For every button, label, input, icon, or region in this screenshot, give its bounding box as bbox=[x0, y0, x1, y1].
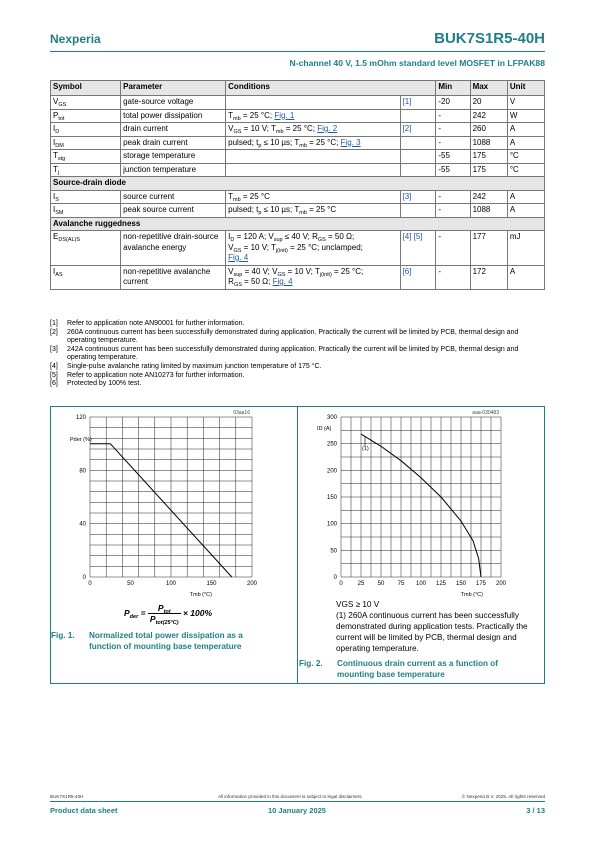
fig1-caption: Fig. 1. Normalized total power dissipation as a function of mounting base temperature bbox=[51, 631, 243, 651]
footer-copyright: © Nexperia B.V. 2025. All rights reserved bbox=[461, 794, 545, 799]
x-tick-label: 150 bbox=[206, 581, 217, 587]
x-tick-label: 200 bbox=[495, 581, 507, 587]
symbol-cell: $P_{tot}$ bbox=[51, 109, 121, 123]
chart-id-label: 03aa16 bbox=[233, 410, 250, 416]
x-tick-label: 75 bbox=[397, 581, 405, 587]
min-cell: - bbox=[436, 204, 470, 218]
cond-cell bbox=[226, 163, 400, 177]
part-number: BUK7S1R5-40H bbox=[434, 30, 545, 47]
col-conditions: Conditions bbox=[226, 81, 436, 96]
note-ref-link[interactable]: [4] [5] bbox=[402, 232, 423, 241]
col-parameter: Parameter bbox=[121, 81, 226, 96]
section-source-drain: Source-drain diode bbox=[51, 177, 545, 191]
table-row bbox=[51, 150, 545, 164]
y-tick-label: 0 bbox=[82, 575, 86, 581]
table-notes bbox=[50, 320, 545, 389]
note-item: [4] Single-pulse avalanche rating limited by maximum junction temperature of 175 °C. bbox=[50, 362, 322, 370]
ref-cell bbox=[400, 109, 436, 123]
table-row bbox=[51, 265, 545, 289]
y-tick-label: 150 bbox=[326, 495, 337, 501]
fig2-notes bbox=[336, 599, 546, 654]
note-item: [3] 242A continuous current has been successfully demonstrated during application. Practically the current will be limited by PCB, thermal design and operating temperature. bbox=[50, 345, 519, 362]
cond-cell: pulsed; $t_p \le 10$ µs; $T_{mb} = 25$ °C bbox=[226, 204, 400, 218]
pder-formula: $P_{der}$ = $P_{tot}$ $P_{tot(25^\circ C)}$ × 100% bbox=[124, 603, 213, 626]
max-cell: 177 bbox=[470, 231, 507, 266]
x-tick-label: 175 bbox=[475, 581, 487, 587]
param-cell: peak drain current bbox=[121, 136, 226, 150]
data-series-line bbox=[90, 444, 232, 577]
cond-cell bbox=[226, 150, 400, 164]
x-axis-label: Tmb (°C) bbox=[460, 592, 483, 598]
x-tick-label: 0 bbox=[339, 581, 343, 587]
unit-cell: A bbox=[507, 123, 544, 137]
y-tick-label: 100 bbox=[326, 521, 337, 528]
y-tick-label: 300 bbox=[326, 415, 337, 421]
table-row bbox=[51, 123, 545, 137]
cond-cell: $I_D = 120$ A; $V_{sup} \le 40$ V; $R_{GS} = 50$ Ω; $V_{GS} = 10$ V; $T_{j(init)} = 25$ °C; unclamped; Fig. 4 bbox=[226, 231, 400, 266]
ref-cell bbox=[400, 204, 436, 218]
note-item: [1] Refer to application note AN90001 for further information. bbox=[50, 320, 245, 327]
min-cell: -55 bbox=[436, 150, 470, 164]
note-item: [6] Protected by 100% test. bbox=[50, 380, 142, 388]
table-row bbox=[51, 204, 545, 218]
unit-cell: A bbox=[507, 190, 544, 204]
ref-cell bbox=[400, 231, 436, 266]
x-tick-label: 50 bbox=[377, 581, 385, 587]
min-cell: - bbox=[436, 190, 470, 204]
col-symbol: Symbol bbox=[51, 81, 121, 96]
footer-disclaimer: All information provided in this document is subject to legal disclaimers. bbox=[218, 794, 363, 799]
max-cell: 242 bbox=[470, 190, 507, 204]
symbol-cell: $E_{DS(AL)S}$ bbox=[51, 231, 121, 266]
col-unit: Unit bbox=[507, 81, 544, 96]
note-item: [2] 260A continuous current has been successfully demonstrated during application. Practically the current will be limited by PCB, thermal design and operating temperature. bbox=[50, 328, 519, 345]
ref-cell bbox=[400, 150, 436, 164]
y-axis-label: Pder (%) bbox=[70, 437, 92, 443]
fig2-caption: Fig. 2. Continuous drain current as a function of mounting base temperature bbox=[299, 659, 499, 679]
cond-cell: $V_{GS} = 10$ V; $T_{mb} = 25$ °C; Fig. 2 bbox=[226, 123, 400, 137]
table-header-row bbox=[51, 81, 545, 96]
min-cell: - bbox=[436, 123, 470, 137]
param-cell: non-repetitive avalanche current bbox=[121, 265, 226, 289]
footer-divider bbox=[50, 801, 545, 802]
footer-doc-type: Product data sheet bbox=[50, 806, 118, 815]
unit-cell: V bbox=[507, 96, 544, 110]
param-cell: gate-source voltage bbox=[121, 96, 226, 110]
x-tick-label: 200 bbox=[246, 581, 258, 587]
unit-cell: A bbox=[507, 265, 544, 289]
section-row bbox=[51, 217, 545, 231]
ref-cell bbox=[400, 190, 436, 204]
max-cell: 1088 bbox=[470, 204, 507, 218]
max-cell: 175 bbox=[470, 150, 507, 164]
cond-cell: $V_{sup} = 40$ V; $V_{GS} = 10$ V; $T_{j(init)} = 25$ °C; $R_{GS} = 50$ Ω; Fig. 4 bbox=[226, 265, 400, 289]
header-divider bbox=[50, 51, 545, 52]
power-derating-chart bbox=[60, 408, 290, 600]
unit-cell: A bbox=[507, 136, 544, 150]
limiting-values-table bbox=[50, 80, 545, 290]
fig-link[interactable]: Fig. 2 bbox=[317, 124, 338, 133]
unit-cell: W bbox=[507, 109, 544, 123]
col-max: Max bbox=[470, 81, 507, 96]
x-tick-label: 100 bbox=[415, 581, 427, 587]
param-cell: total power dissipation bbox=[121, 109, 226, 123]
symbol-cell: $V_{GS}$ bbox=[51, 96, 121, 110]
min-cell: - bbox=[436, 265, 470, 289]
cond-cell: $T_{mb} = 25$ °C; Fig. 1 bbox=[226, 109, 400, 123]
ref-cell bbox=[400, 163, 436, 177]
fig-link[interactable]: Fig. 3 bbox=[340, 137, 361, 147]
x-axis-label: Tmb (°C) bbox=[189, 592, 212, 598]
unit-cell: °C bbox=[507, 150, 544, 164]
y-tick-label: 80 bbox=[79, 468, 86, 475]
fig-link[interactable]: Fig. 4 bbox=[228, 253, 249, 262]
y-tick-label: 200 bbox=[326, 468, 337, 475]
fig-link[interactable]: Fig. 4 bbox=[272, 277, 293, 286]
x-tick-label: 0 bbox=[88, 581, 92, 587]
note-ref-link[interactable]: [1] bbox=[402, 97, 412, 106]
unit-cell: mJ bbox=[507, 231, 544, 266]
min-cell: -20 bbox=[436, 96, 470, 110]
symbol-cell: $I_{DM}$ bbox=[51, 136, 121, 150]
ref-cell bbox=[400, 96, 436, 110]
symbol-cell: $I_D$ bbox=[51, 123, 121, 137]
param-cell: storage temperature bbox=[121, 150, 226, 164]
param-cell: junction temperature bbox=[121, 163, 226, 177]
min-cell: - bbox=[436, 231, 470, 266]
y-tick-label: 0 bbox=[333, 575, 337, 581]
section-row bbox=[51, 177, 545, 191]
max-cell: 242 bbox=[470, 109, 507, 123]
annotation-label: (1) bbox=[362, 446, 369, 452]
fig-link[interactable]: Fig. 1 bbox=[274, 110, 295, 120]
cond-cell: pulsed; $t_p \le 10$ µs; $T_{mb} = 25$ °C; Fig. 3 bbox=[226, 136, 400, 150]
col-min: Min bbox=[436, 81, 470, 96]
note-ref-link[interactable]: [6] bbox=[402, 266, 412, 276]
min-cell: - bbox=[436, 136, 470, 150]
param-cell: drain current bbox=[121, 123, 226, 137]
symbol-cell: $T_j$ bbox=[51, 163, 121, 177]
x-tick-label: 125 bbox=[435, 581, 447, 587]
chart-id-label: aaa-030483 bbox=[472, 410, 499, 416]
max-cell: 172 bbox=[470, 265, 507, 289]
x-tick-label: 150 bbox=[455, 581, 467, 587]
symbol-cell: $I_S$ bbox=[51, 190, 121, 204]
x-tick-label: 50 bbox=[127, 581, 134, 587]
ref-cell bbox=[400, 136, 436, 150]
cond-cell bbox=[226, 96, 400, 110]
y-tick-label: 40 bbox=[79, 521, 86, 528]
symbol-cell: $I_{AS}$ bbox=[51, 265, 121, 289]
table-row bbox=[51, 136, 545, 150]
ref-cell bbox=[400, 265, 436, 289]
x-tick-label: 100 bbox=[165, 581, 177, 587]
table-row bbox=[51, 96, 545, 110]
fig2-condition: VGS ≥ 10 V bbox=[336, 600, 380, 609]
symbol-cell: $I_{SM}$ bbox=[51, 204, 121, 218]
footer-doc-id: BUK7S1R5-40H bbox=[50, 794, 84, 799]
figures-divider bbox=[297, 406, 298, 684]
y-tick-label: 250 bbox=[326, 441, 337, 448]
unit-cell: °C bbox=[507, 163, 544, 177]
max-cell: 175 bbox=[470, 163, 507, 177]
document-subtitle: N-channel 40 V, 1.5 mOhm standard level MOSFET in LFPAK88 bbox=[289, 58, 545, 68]
section-avalanche: Avalanche ruggedness bbox=[51, 217, 545, 231]
x-tick-label: 25 bbox=[357, 581, 365, 587]
table-row bbox=[51, 190, 545, 204]
y-tick-label: 50 bbox=[330, 548, 337, 555]
y-tick-label: 120 bbox=[75, 415, 86, 421]
table-row bbox=[51, 109, 545, 123]
y-axis-label: ID (A) bbox=[317, 426, 332, 432]
brand-name: Nexperia bbox=[50, 32, 101, 46]
footer-date: 10 January 2025 bbox=[268, 806, 326, 815]
table-row bbox=[51, 231, 545, 266]
max-cell: 260 bbox=[470, 123, 507, 137]
note-ref-link[interactable]: [2] bbox=[402, 124, 412, 133]
max-cell: 20 bbox=[470, 96, 507, 110]
max-cell: 1088 bbox=[470, 136, 507, 150]
symbol-cell: $T_{stg}$ bbox=[51, 150, 121, 164]
note-item: [5] Refer to application note AN10273 for further information. bbox=[50, 371, 245, 379]
note-ref-link[interactable]: [3] bbox=[402, 191, 412, 201]
param-cell: peak source current bbox=[121, 204, 226, 218]
param-cell: source current bbox=[121, 190, 226, 204]
cond-cell: $T_{mb} = 25$ °C bbox=[226, 190, 400, 204]
min-cell: -55 bbox=[436, 163, 470, 177]
min-cell: - bbox=[436, 109, 470, 123]
fig2-footnote: (1) 260A continuous current has been successfully demonstrated during application tests. Practically the current will be limited by PCB, thermal design and operating temperature. bbox=[336, 611, 528, 653]
drain-current-chart bbox=[305, 408, 541, 600]
param-cell: non-repetitive drain-source avalanche energy bbox=[121, 231, 226, 266]
ref-cell bbox=[400, 123, 436, 137]
table-row bbox=[51, 163, 545, 177]
page-number: 3 / 13 bbox=[526, 806, 545, 815]
unit-cell: A bbox=[507, 204, 544, 218]
